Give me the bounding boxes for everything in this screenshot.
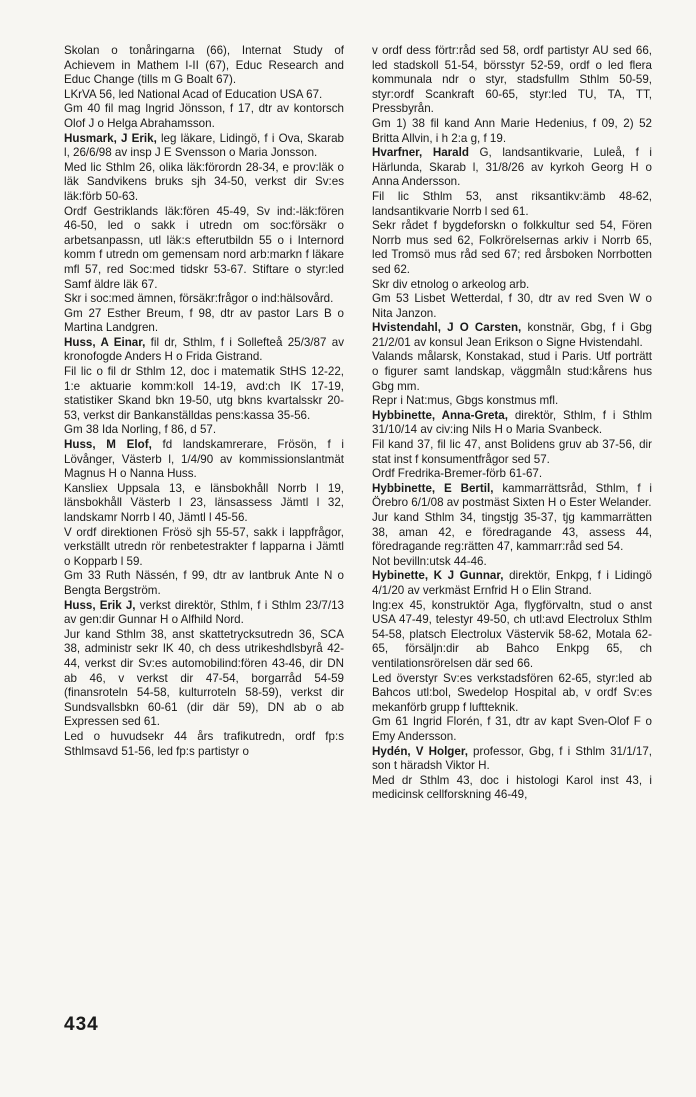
entry-text: Fil lic Sthlm 53, anst riksantikv:ämb 48-62, landsantikvarie Norrb l sed 61.: [372, 189, 652, 218]
entry-text: direktör, Sthlm, f i Sthlm 31/10/14 av civ:ing Nils H o Maria Svanbeck.: [372, 408, 652, 437]
entry-paragraph: [372, 321, 652, 350]
entry-text: Gm 1) 38 fil kand Ann Marie Hedenius, f 09, 2) 52 Britta Allvin, i h 2:a g, f 19.: [372, 116, 652, 145]
entry-paragraph: [64, 205, 344, 293]
entry-paragraph: [64, 526, 344, 570]
entry-paragraph: [64, 730, 344, 759]
entry-text: Gm 61 Ingrid Florén, f 31, dtr av kapt Sven-Olof F o Emy Andersson.: [372, 715, 652, 743]
entry-text: konstnär, Gbg, f i Gbg 21/2/01 av konsul Jean Erikson o Signe Hvistendahl.: [372, 321, 652, 349]
entry-paragraph: [372, 511, 652, 555]
right-column: [372, 44, 652, 803]
entry-text: kammarrättsråd, Sthlm, f i Örebro 6/1/08 av postmäst Sixten H o Ester Welander.: [372, 481, 652, 510]
entry-text: Ordf Fredrika-Bremer-förb 61-67.: [372, 467, 543, 481]
entry-paragraph: [64, 423, 344, 438]
entry-paragraph: [372, 44, 652, 117]
entry-text: professor, Gbg, f i Sthlm 31/1/17, son t häradsh Viktor H.: [372, 744, 652, 773]
page-number: 434: [64, 1014, 99, 1035]
entry-paragraph: [372, 146, 652, 190]
entry-text: Ordf Gestriklands läk:fören 45-49, Sv ind:-läk:fören 46-50, led o sakk i utredn om soc:försäkr o arbetsanpassn, utl läk:s efterutbildn 55 o i Internord komm f utredn om gemensam nord arb:markn f läkare mfl 57, red Soc:med tidskr 53-67. Stiftare o styr:led Samf äldre läk 67.: [64, 204, 344, 291]
entry-paragraph: [64, 482, 344, 526]
entry-name: Hydén, V Holger,: [372, 744, 468, 758]
entry-text: Med dr Sthlm 43, doc i histologi Karol inst 43, i medicinsk cellforskning 46-49,: [372, 773, 652, 802]
entry-paragraph: [372, 555, 652, 570]
entry-paragraph: [64, 88, 344, 103]
entry-text: Kansliex Uppsala 13, e länsbokhåll Norrb l 19, länsbokhåll Västerb l 23, länsassess Jämtl l 32, landskamr Norrb l 40, Jämtl l 45-56.: [64, 481, 344, 524]
entry-name: Husmark, J Erik,: [64, 131, 157, 145]
entry-paragraph: [64, 307, 344, 336]
entry-text: fil dr, Sthlm, f i Sollefteå 25/3/87 av kronofogde Anders H o Frida Gistrand.: [64, 335, 344, 364]
entry-text: Led överstyr Sv:es verkstadsfören 62-65, styr:led ab Bahcos utl:bol, Swedelop Hospital ab, v ordf Sv:es mekanförb grupp f luftteknik.: [372, 671, 652, 714]
entry-name: Huss, Erik J,: [64, 598, 136, 612]
entry-text: Gm 53 Lisbet Wetterdal, f 30, dtr av red Sven W o Nita Janzon.: [372, 292, 652, 320]
entry-paragraph: [64, 599, 344, 628]
entry-text: Skr div etnolog o arkeolog arb.: [372, 277, 530, 291]
entry-paragraph: [372, 190, 652, 219]
entry-paragraph: [372, 599, 652, 672]
entry-name: Hvarfner, Harald: [372, 146, 469, 160]
entry-text: Gm 38 Ida Norling, f 86, d 57.: [64, 423, 217, 437]
entry-paragraph: [64, 132, 344, 161]
entry-name: Hybbinette, E Bertil,: [372, 481, 494, 495]
entry-paragraph: [372, 715, 652, 744]
entry-text: Repr i Nat:mus, Gbgs konstmus mfl.: [372, 394, 559, 408]
entry-name: Huss, M Elof,: [64, 438, 152, 452]
entry-text: Led o huvudsekr 44 års trafikutredn, ordf fp:s Sthlmsavd 51-56, led fp:s partistyr o: [64, 729, 344, 758]
entry-paragraph: [372, 278, 652, 293]
entry-text: v ordf dess förtr:råd sed 58, ordf partistyr AU sed 66, led stadskoll 51-54, börsstyr 52-59, ordf o led flera kommunala ndr o styr, stadsfullm Sthlm 50-59, styr:ordf Scankraft 60-65, styr:led TU, TA, TT, Pressbyrån.: [372, 44, 652, 116]
entry-text: Gm 40 fil mag Ingrid Jönsson, f 17, dtr av kontorsch Olof J o Helga Abrahamsson.: [64, 102, 344, 130]
entry-name: Hybinette, K J Gunnar,: [372, 569, 504, 583]
entry-paragraph: [64, 102, 344, 131]
entry-text: Valands målarsk, Konstakad, stud i Paris. Utf porträtt o figurer samt landskap, väggmåln stud:kårens hus Gbg mm.: [372, 350, 652, 393]
entry-text: Fil lic o fil dr Sthlm 12, doc i matematik StHS 12-22, 1:e aktuarie komm:koll 14-19, avd:ch IK 17-19, statistiker Skand bkn 19-50, utg bkns kvartalsskr 20-53, verkst dir Bankanställdas pens:kassa 35-56.: [64, 365, 344, 422]
entry-paragraph: [372, 409, 652, 438]
entry-paragraph: [64, 569, 344, 598]
entry-paragraph: [372, 438, 652, 467]
entry-text: Jur kand Sthlm 34, tingstjg 35-37, tjg kammarrätten 38, aman 42, e föredragande 43, assess 44, föredragande reg:rätten 47, kammarr:råd sed 54.: [372, 511, 652, 554]
entry-paragraph: [372, 745, 652, 774]
entry-name: Hybbinette, Anna-Greta,: [372, 408, 508, 422]
entry-paragraph: [372, 774, 652, 803]
entry-paragraph: [372, 482, 652, 511]
entry-paragraph: [64, 44, 344, 88]
entry-text: LKrVA 56, led National Acad of Education USA 67.: [64, 87, 323, 101]
entry-paragraph: [64, 365, 344, 423]
entry-text: Sekr rådet f bygdeforskn o folkkultur sed 54, Fören Norrb mus sed 62, Folkrörelsernas arkiv i Norrb 65, led Tromsö mus råd sed 67; red årsboken Norrbotten sed 62.: [372, 219, 652, 276]
entry-text: G, landsantikvarie, Luleå, f i Härlunda, Skarab l, 31/8/26 av kyrkoh Georg H o Anna Andersson.: [372, 146, 652, 189]
entry-paragraph: [372, 350, 652, 394]
entry-paragraph: [372, 117, 652, 146]
entry-text: V ordf direktionen Frösö sjh 55-57, sakk i lappfrågor, verkställt utredn rör renbetestrakter f lapparna i Jämtl o Kopparb l 59.: [64, 525, 344, 568]
entry-name: Huss, A Einar,: [64, 335, 146, 349]
entry-text: Skolan o tonåringarna (66), Internat Study of Achievem in Mathem I-II (67), Educ Research and Educ Change (tills m G Boalt 67).: [64, 44, 344, 87]
entry-paragraph: [64, 438, 344, 482]
entry-text: Skr i soc:med ämnen, försäkr:frågor o ind:hälsovård.: [64, 292, 334, 306]
entry-text: direktör, Enkpg, f i Lidingö 4/1/20 av verkmäst Ernfrid H o Elin Strand.: [372, 569, 652, 597]
entry-text: Ing:ex 45, konstruktör Aga, flygförvaltn, stud o anst USA 47-49, telestyr 49-50, ch utl:avd Electrolux Sthlm 54-58, platsch Electrolux Västervik 58-62, Motala 62-65, försäljn:dir ab Bahco Enkpg 65, ch ventilationsrörelsen där sed 66.: [372, 598, 652, 670]
entry-text: Gm 27 Esther Breum, f 98, dtr av pastor Lars B o Martina Landgren.: [64, 306, 344, 335]
entry-paragraph: [372, 569, 652, 598]
entry-text: Gm 33 Ruth Nässén, f 99, dtr av lantbruk Ante N o Bengta Bergström.: [64, 569, 344, 597]
entry-paragraph: [64, 161, 344, 205]
entry-text: leg läkare, Lidingö, f i Ova, Skarab l, 26/6/98 av insp J E Svensson o Maria Jonsson.: [64, 131, 344, 160]
entry-text: Med lic Sthlm 26, olika läk:förordn 28-34, e prov:läk o läk Sandvikens bruks sjh 34-50, verkst dir Sv:es läk:förb 50-63.: [64, 160, 344, 203]
entry-text: Fil kand 37, fil lic 47, anst Bolidens gruv ab 37-56, dir stat inst f konsumentfrågor sed 57.: [372, 438, 652, 466]
entry-text: Not bevilln:utsk 44-46.: [372, 554, 487, 568]
entry-paragraph: [372, 292, 652, 321]
entry-paragraph: [372, 672, 652, 716]
entry-text: fd landskamrerare, Frösön, f i Lövånger, Västerb l, 1/4/90 av kommissionslantmät Magnus H o Nanna Huss.: [64, 438, 344, 481]
left-column: [64, 44, 344, 759]
entry-paragraph: [372, 394, 652, 409]
entry-paragraph: [64, 336, 344, 365]
entry-text: Jur kand Sthlm 38, anst skattetrycksutredn 36, SCA 38, administr sekr IK 40, ch dess utrikeshdlsbyrå 42-44, verkst dir Sv:es automobilind:fören 43-46, dir DN ab 46, v verkst dir 47-54, borgarråd 54-59 (finansroteln 54-58, kulturroteln 58-59), verkst dir Sundsvallsbkn 60-61 (dir där 59), DN ab o ab Expressen sed 61.: [64, 627, 344, 729]
entry-paragraph: [372, 467, 652, 482]
entry-name: Hvistendahl, J O Carsten,: [372, 321, 522, 335]
entry-text: verkst direktör, Sthlm, f i Sthlm 23/7/13 av gen:dir Gunnar H o Alfhild Nord.: [64, 598, 344, 627]
entry-paragraph: [372, 219, 652, 277]
entry-paragraph: [64, 628, 344, 730]
entry-paragraph: [64, 292, 344, 307]
